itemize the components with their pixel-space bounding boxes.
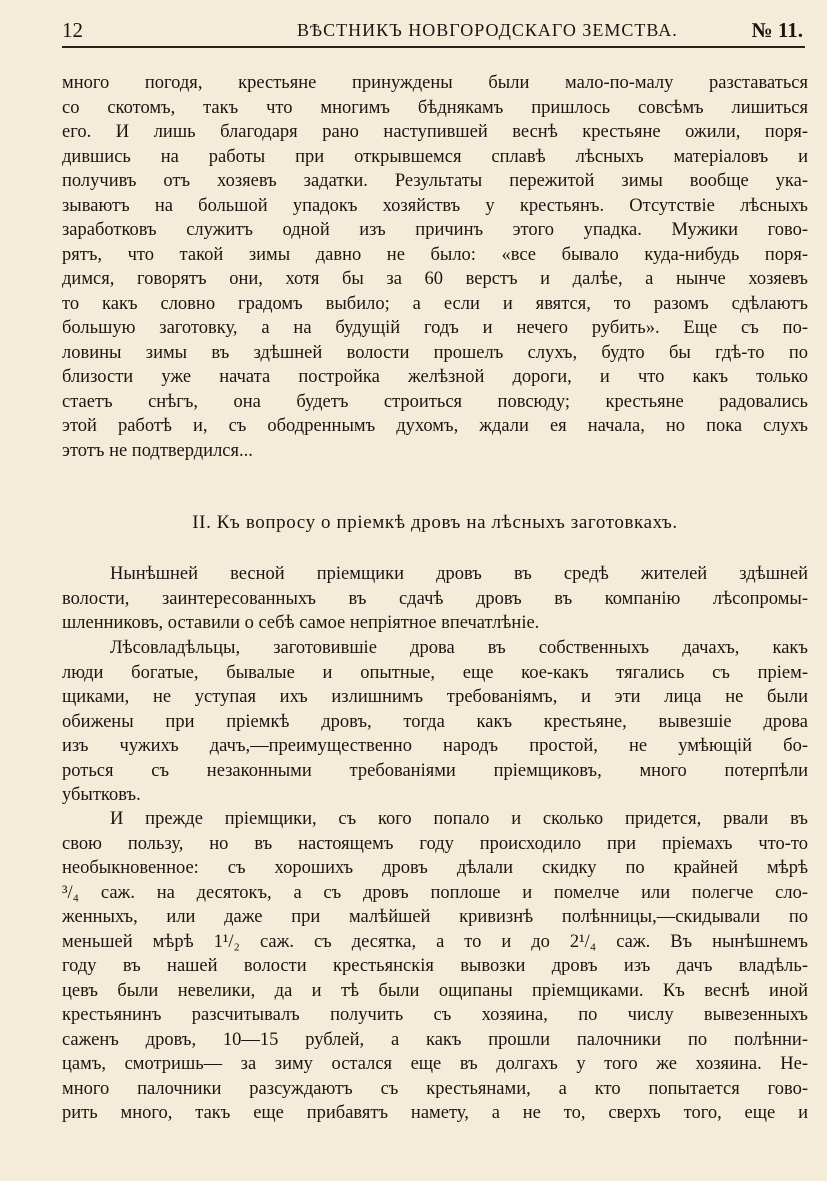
journal-title: ВѢСТНИКЪ НОВГОРОДСКАГО ЗЕМСТВА. [297, 20, 678, 40]
text-line: свою пользу, но въ настоящемъ году происходило при пріемахъ что-то [62, 833, 808, 854]
section-2-paragraph-2 [62, 636, 808, 808]
text-line: дившись на работы при открывшемся сплавѣ лѣсныхъ матеріаловъ и [62, 146, 808, 167]
running-header [62, 18, 805, 48]
text-line: этой работѣ и, съ ободреннымъ духомъ, ждали ея начала, но пока слухъ [62, 416, 808, 436]
text-line: димся, говорятъ они, хотя бы за 60 верстъ и далѣе, а нынче хозяевъ [62, 269, 808, 289]
text-line: рить много, такъ еще прибавятъ намету, а не то, сверхъ того, еще и [62, 1103, 808, 1123]
text-line: обижены при пріемкѣ дровъ, тогда какъ крестьяне, вывезшіе дрова [62, 711, 808, 732]
text-line: изъ чужихъ дачъ,—преимущественно народъ простой, не умѣющій бо- [62, 736, 808, 756]
text-line: роться съ незаконными требованіями пріемщиковъ, много потерпѣли [62, 760, 808, 781]
section-2-paragraph-1 [62, 562, 808, 636]
text-line: шленниковъ, оставили о себѣ самое непріятное впечатлѣніе. [62, 613, 540, 633]
text-line: И прежде пріемщики, съ кого попало и сколько придется, рвали въ [110, 809, 808, 829]
text-line: этотъ не подтвердился... [62, 440, 253, 461]
text-line: со скотомъ, такъ что многимъ бѣднякамъ пришлось совсѣмъ лишиться [62, 97, 808, 118]
text-line: щиками, не уступая ихъ излишнимъ требованіямъ, и эти лица не были [62, 687, 808, 707]
text-line: ловины зимы въ здѣшней волости прошелъ слухъ, будто бы гдѣ-то по [62, 342, 808, 363]
text-line: большую заготовку, а на будущій годъ и нечего рубить». Еще съ по- [62, 318, 808, 338]
page-number: 12 [62, 18, 83, 42]
text-line: рятъ, что такой зимы давно не было: «все бывало куда-нибудь поря- [62, 244, 808, 265]
text-line: Нынѣшней весной пріемщики дровъ въ средѣ жителей здѣшней [110, 564, 808, 584]
text-line: крестьянинъ разсчитывалъ получить съ хозяина, по числу вывезенныхъ [62, 1005, 808, 1025]
text-line: стаетъ снѣгъ, она будетъ строиться повсюду; крестьяне радовались [62, 391, 808, 412]
text-line: Лѣсовладѣльцы, заготовившіе дрова въ собственныхъ дачахъ, какъ [110, 638, 808, 658]
text-line: его. И лишь благодаря рано наступившей веснѣ крестьяне ожили, поря- [62, 122, 808, 142]
text-line: убытковъ. [62, 785, 141, 805]
text-line: близости уже начата постройка желѣзной дороги, и что какъ только [62, 367, 808, 387]
text-line: то какъ словно градомъ выбило; а если и явятся, то разомъ сдѣлаютъ [62, 293, 808, 314]
issue-number: № 11. [751, 18, 803, 42]
text-line: цевъ были невелики, да и тѣ были ощипаны пріемщиками. Къ веснѣ иной [62, 980, 808, 1001]
section-1-text [62, 71, 808, 463]
text-line: люди богатые, бывалые и опытные, еще кое-какъ тягались съ пріем- [62, 662, 808, 683]
text-line: меньшей мѣрѣ 1¹/₂ саж. съ десятка, а то и до 2¹/₄ саж. Въ нынѣшнемъ [62, 931, 808, 952]
text-line: необыкновенное: съ хорошихъ дровъ дѣлали скидку по крайней мѣрѣ [62, 858, 808, 878]
text-line: много палочники разсуждаютъ съ крестьянами, а кто попытается гово- [62, 1078, 808, 1099]
text-line: году въ нашей волости крестьянскія вывозки дровъ изъ дачъ владѣль- [62, 956, 808, 976]
section-heading: II. Къ вопросу о пріемкѣ дровъ на лѣсныхъ заготовкахъ. [192, 512, 678, 533]
text-line: цамъ, смотришь— за зиму остался еще въ долгахъ у того же хозяина. Не- [62, 1054, 808, 1074]
text-line: волости, заинтересованныхъ въ сдачѣ дровъ въ компанію лѣсопромы- [62, 588, 808, 609]
text-line: много погодя, крестьяне принуждены были мало-по-малу разставаться [62, 73, 808, 93]
section-2-paragraph-3 [62, 807, 808, 1126]
text-line: заработковъ служитъ одной изъ причинъ этого упадка. Мужики гово- [62, 220, 808, 240]
text-line: ³/₄ саж. на десятокъ, а съ дровъ поплоше и помелче или полегче сло- [62, 882, 808, 903]
text-line: получивъ отъ хозяевъ задатки. Результаты пережитой зимы вообще ука- [62, 171, 808, 191]
text-line: саженъ дровъ, 10—15 рублей, а какъ прошли палочники по полѣнни- [62, 1029, 808, 1050]
text-line: зываютъ на большой упадокъ хозяйствъ у крестьянъ. Отсутствіе лѣсныхъ [62, 195, 808, 216]
text-line: женныхъ, или даже при малѣйшей кривизнѣ полѣнницы,—скидывали по [62, 907, 808, 927]
